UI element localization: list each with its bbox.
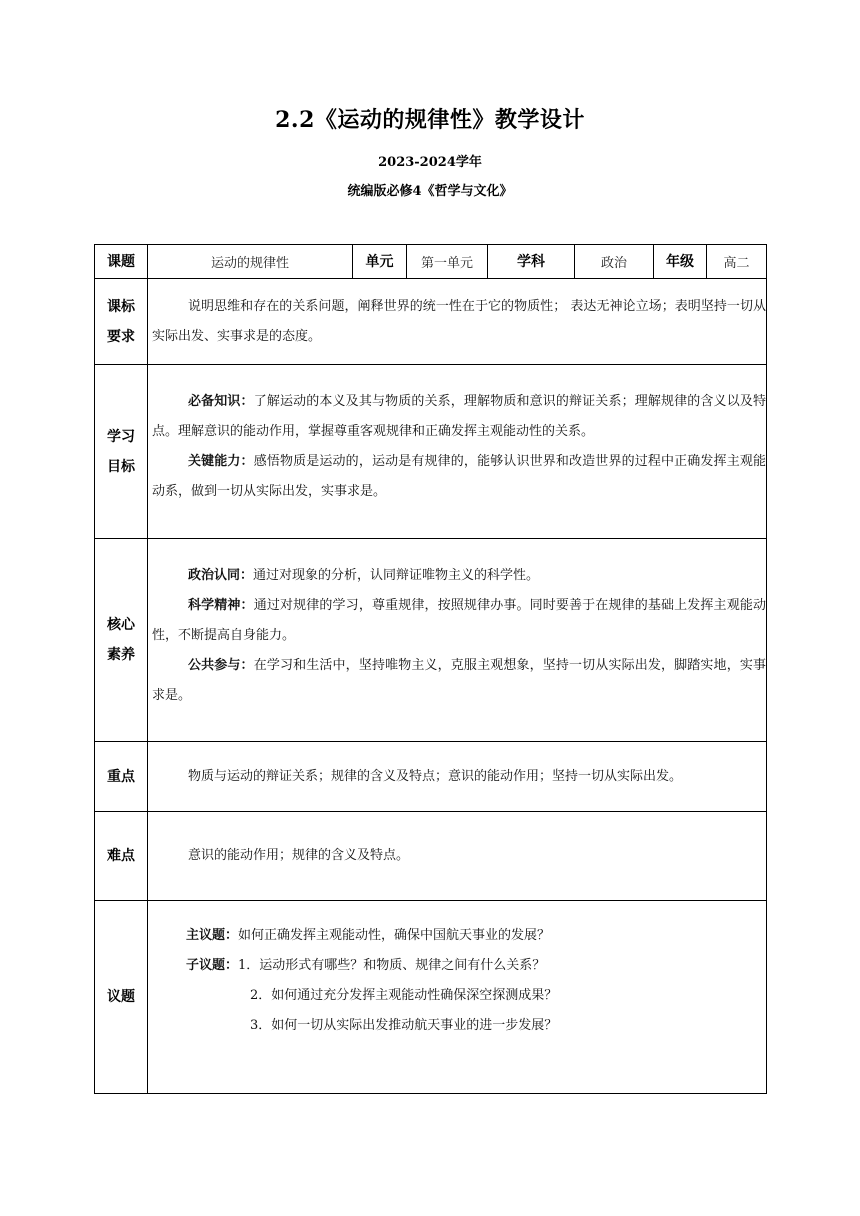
literacy-content: [148, 539, 767, 742]
goal-knowledge-text: 了解运动的本义及其与物质的关系，理解物质和意识的辩证关系；理解规律的含义以及特点。理解意识的能动作用，掌握尊重客观规律和正确发挥主观能动性的关系。: [152, 394, 766, 439]
literacy-political-head: 政治认同：: [188, 568, 254, 583]
goals-label-line2: 目标: [107, 458, 135, 475]
unit-label: 单元: [353, 245, 407, 279]
keypoints-content: [148, 742, 767, 812]
issues-content: [148, 901, 767, 1094]
goal-ability-text: 感悟物质是运动的，运动是有规律的，能够认识世界和改造世界的过程中正确发挥主观能动系，做到一切从实际出发，实事求是。: [152, 454, 766, 499]
main-issue-text: 如何正确发挥主观能动性，确保中国航天事业的发展？: [238, 928, 551, 943]
sub-issue-1-text: 1．运动形式有哪些？和物质、规律之间有什么关系？: [238, 958, 546, 973]
difficulties-row: [95, 812, 767, 901]
header-row: [95, 245, 767, 279]
topic-label: 课题: [95, 245, 148, 279]
difficulties-content: [148, 812, 767, 901]
literacy-public: [148, 651, 766, 711]
literacy-political: [148, 561, 766, 591]
keypoints-text: 物质与运动的辩证关系；规律的含义及特点；意识的能动作用；坚持一切从实际出发。: [188, 768, 683, 784]
curriculum-text: 说明思维和存在的关系问题，阐释世界的统一性在于它的物质性； 表达无神论立场；表明坚持一切从实际出发、实事求是的态度。: [152, 298, 766, 344]
grade-value: 高二: [707, 245, 767, 279]
goal-knowledge-head: 必备知识：: [188, 394, 254, 409]
difficulties-text: 意识的能动作用；规律的含义及特点。: [188, 848, 410, 863]
goal-ability-head: 关键能力：: [188, 454, 254, 469]
literacy-science-text: 通过对规律的学习，尊重规律，按照规律办事。同时要善于在规律的基础上发挥主观能动性，不断提高自身能力。: [152, 598, 766, 643]
keypoints-label: 重点: [95, 742, 148, 812]
sub-issue-1: [148, 951, 766, 981]
literacy-row: [95, 539, 767, 742]
keypoints-row: [95, 742, 767, 812]
literacy-science-head: 科学精神：: [188, 598, 254, 613]
main-issue: [148, 921, 766, 951]
goals-content: [148, 365, 767, 539]
literacy-political-text: 通过对现象的分析，认同辩证唯物主义的科学性。: [253, 568, 540, 583]
curriculum-label-line2: 要求: [107, 328, 135, 345]
issues-row: [95, 901, 767, 1094]
curriculum-label-line1: 课标: [107, 298, 135, 315]
school-year: 2023-2024学年: [378, 155, 482, 170]
literacy-label-line2: 素养: [107, 647, 135, 663]
sub-issue-3: 3．如何一切从实际出发推动航天事业的进一步发展？: [250, 1018, 558, 1033]
literacy-public-head: 公共参与：: [188, 658, 254, 673]
sub-issue-head: 子议题：: [186, 958, 239, 973]
lesson-design-table: [94, 244, 767, 1094]
curriculum-content: [148, 279, 767, 365]
literacy-science: [148, 591, 766, 651]
goals-label-line1: 学习: [107, 428, 135, 445]
difficulties-label: 难点: [95, 812, 148, 901]
subject-value: 政治: [575, 245, 654, 279]
unit-value: 第一单元: [407, 245, 488, 279]
curriculum-row: [95, 279, 767, 365]
sub-issue-2: 2．如何通过充分发挥主观能动性确保深空探测成果？: [250, 988, 558, 1003]
document-title: 2.2《运动的规律性》教学设计: [275, 107, 585, 133]
textbook-edition: 统编版必修4《哲学与文化》: [347, 184, 513, 199]
subject-label: 学科: [488, 245, 575, 279]
goal-knowledge: [148, 387, 766, 447]
grade-label: 年级: [654, 245, 707, 279]
goals-label: [95, 365, 148, 539]
literacy-label-line1: 核心: [107, 617, 135, 633]
goals-row: [95, 365, 767, 539]
literacy-label: [95, 539, 148, 742]
curriculum-label: [95, 279, 148, 365]
goal-ability: [148, 447, 766, 507]
main-issue-head: 主议题：: [186, 928, 239, 943]
topic-value: 运动的规律性: [148, 245, 353, 279]
issues-label: 议题: [95, 901, 148, 1094]
literacy-public-text: 在学习和生活中，坚持唯物主义，克服主观想象，坚持一切从实际出发，脚踏实地，实事求是。: [152, 658, 766, 703]
